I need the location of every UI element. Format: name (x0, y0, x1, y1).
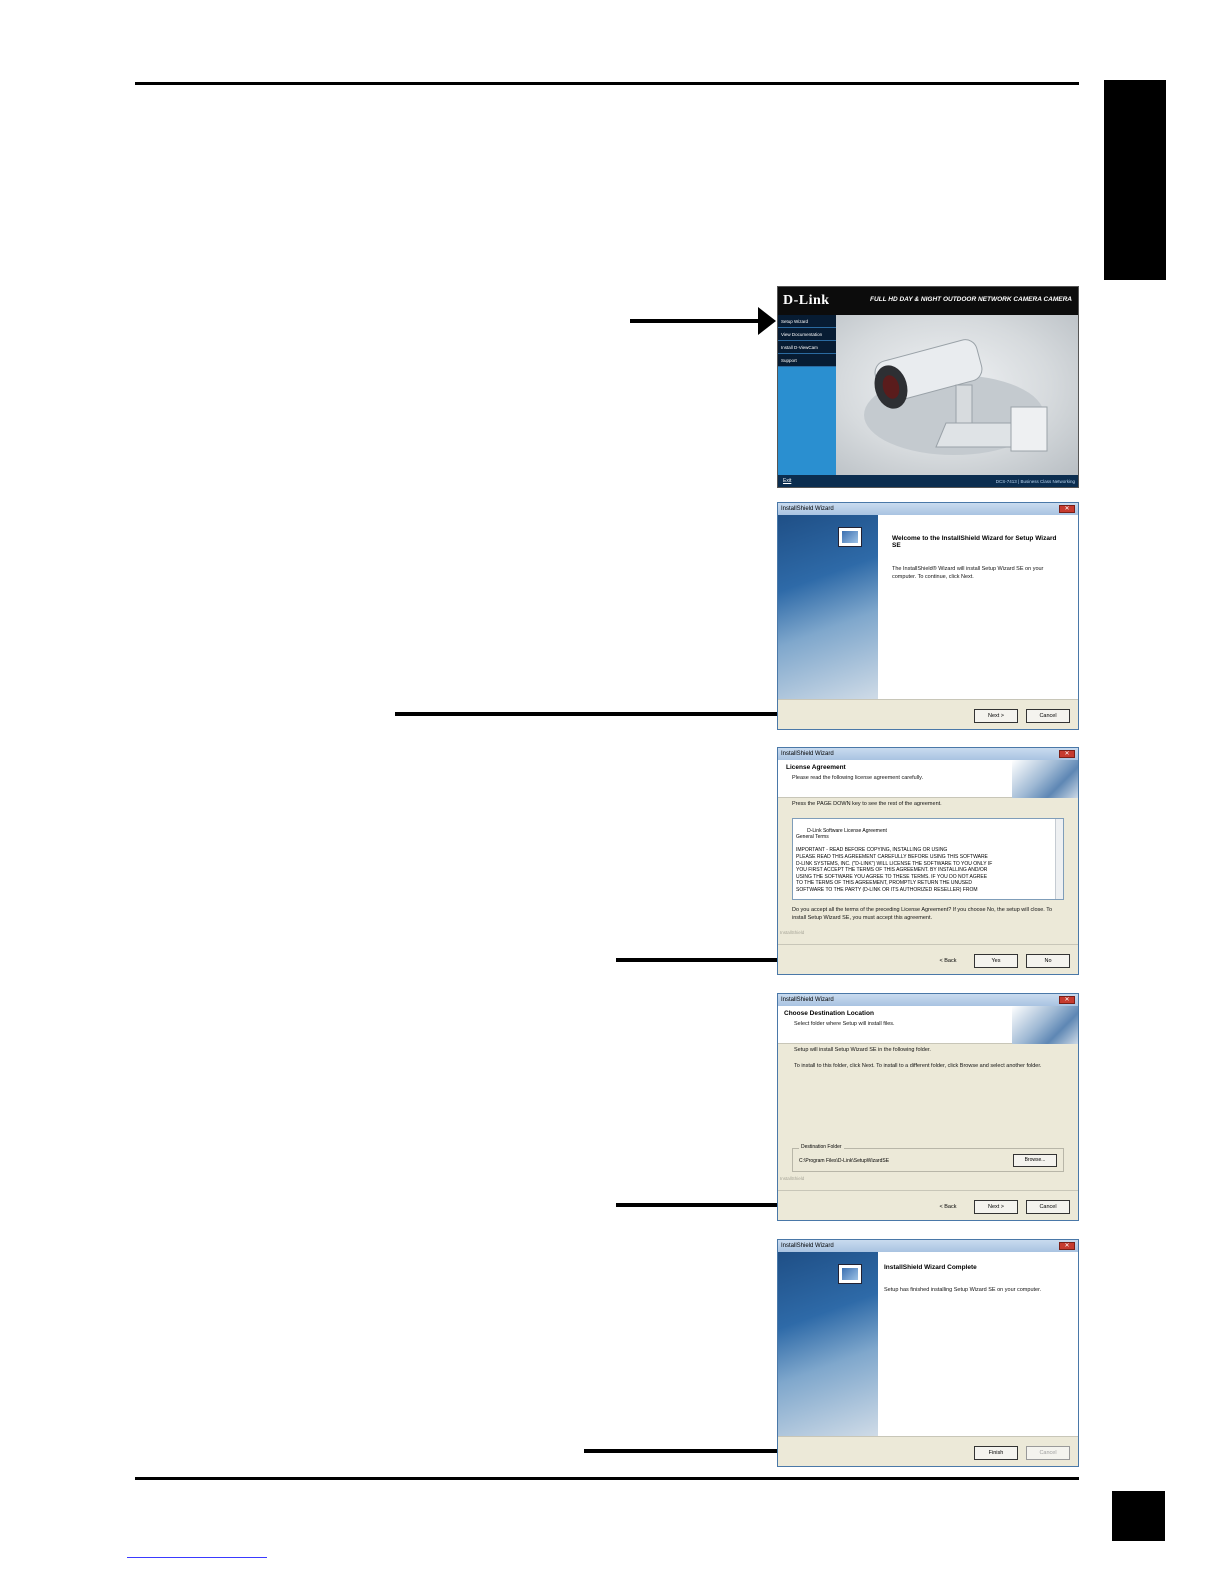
destination-subheading: Select folder where Setup will install files. (794, 1021, 895, 1027)
installshield-brand: InstallShield (780, 930, 805, 935)
destination-line2: To install to this folder, click Next. To install to a different folder, click Browse and select another folder. (794, 1063, 1042, 1069)
welcome-body: The InstallShield® Wizard will install Setup Wizard SE on your computer. To continue, click Next. (892, 566, 1044, 580)
license-textbox[interactable] (792, 818, 1064, 900)
license-scrollbar[interactable] (1055, 819, 1063, 899)
autorun-screen (777, 286, 1079, 488)
dialog-title: InstallShield Wizard (778, 503, 1078, 515)
browse-button[interactable]: Browse... (1013, 1154, 1057, 1167)
license-question: Do you accept all the terms of the preceding License Agreement? If you choose No, the setup will close. To install Setup Wizard SE, you must accept this agreement. (792, 907, 1053, 921)
yes-button[interactable]: Yes (974, 954, 1018, 968)
page-number-box (1112, 1491, 1165, 1541)
autorun-menu (778, 315, 836, 367)
installshield-brand: InstallShield (780, 1176, 805, 1181)
menu-support[interactable]: Support (778, 354, 836, 367)
dialog-title: InstallShield Wizard (778, 994, 1078, 1006)
language-tab (1104, 80, 1166, 280)
close-icon[interactable]: ✕ (1059, 996, 1075, 1004)
dialog-footer (778, 944, 1078, 975)
license-subheading: Please read the following license agreement carefully. (792, 775, 924, 781)
dialog-banner (778, 760, 1078, 798)
welcome-heading: Welcome to the InstallShield Wizard for Setup Wizard SE (892, 535, 1057, 549)
destination-heading: Choose Destination Location (784, 1010, 874, 1017)
close-icon[interactable]: ✕ (1059, 750, 1075, 758)
bottom-rule (135, 1477, 1079, 1480)
license-dialog (777, 747, 1079, 975)
close-icon[interactable]: ✕ (1059, 1242, 1075, 1250)
banner-art (1012, 760, 1078, 798)
dialog-footer (778, 699, 1078, 730)
back-button[interactable]: < Back (939, 958, 957, 964)
cancel-button[interactable]: Cancel (1026, 709, 1070, 723)
finish-button[interactable]: Finish (974, 1446, 1018, 1460)
license-heading: License Agreement (786, 764, 846, 771)
dialog-banner (778, 1006, 1078, 1044)
license-text: D-Link Software License Agreement General Terms IMPORTANT - READ BEFORE COPYING, INSTALLING OR USING PLEASE READ THIS AGREEMENT CAREFULLY BEFORE USING THIS SOFTWARE D-LINK SYSTEMS, INC. ("D-LINK") WILL LICENSE THE SOFTWARE TO YOU ONLY IF YOU FIRST ACCEPT THE TERMS OF THIS AGREEMENT. BY INSTALLING AND/OR USING THE SOFTWARE YOU AGREE TO THESE TERMS. IF YOU DO NOT AGREE TO THE TERMS OF THIS AGREEMENT, PROMPTLY RETURN THE UNUSED SOFTWARE TO THE PARTY (D-LINK OR ITS AUTHORIZED RESELLER) FROM (796, 827, 993, 893)
autorun-footer-text: DCS-7413 | Business Class Networking (995, 479, 1075, 484)
autorun-footer (778, 475, 1079, 488)
dialog-footer (778, 1436, 1078, 1467)
autorun-title: FULL HD DAY & NIGHT OUTDOOR NETWORK CAMERA CAMERA (870, 296, 1072, 303)
installer-icon (838, 1264, 862, 1284)
destination-folder-group (792, 1144, 1064, 1172)
wizard-sidebar-art (778, 515, 878, 699)
dlink-logo: D-Link (783, 293, 830, 308)
exit-link[interactable]: Exit (783, 478, 792, 484)
autorun-header (778, 287, 1079, 315)
close-icon[interactable]: ✕ (1059, 505, 1075, 513)
dialog-title: InstallShield Wizard (778, 1240, 1078, 1252)
menu-setup-wizard[interactable]: Setup Wizard (778, 315, 836, 328)
installer-icon (838, 527, 862, 547)
license-instruction: Press the PAGE DOWN key to see the rest of the agreement. (792, 801, 942, 807)
menu-install-dviewcam[interactable]: Install D-ViewCam (778, 341, 836, 354)
no-button[interactable]: No (1026, 954, 1070, 968)
top-rule (135, 82, 1079, 85)
footer-link-underline (127, 1557, 267, 1558)
banner-art (1012, 1006, 1078, 1044)
destination-path: C:\Program Files\D-Link\SetupWizardSE (799, 1158, 890, 1164)
destination-line1: Setup will install Setup Wizard SE in the following folder. (794, 1047, 931, 1053)
back-button[interactable]: < Back (939, 1204, 957, 1210)
complete-heading: InstallShield Wizard Complete (884, 1264, 977, 1271)
next-button[interactable]: Next > (974, 1200, 1018, 1214)
destination-folder-label: Destination Folder (801, 1144, 842, 1150)
wizard-sidebar-art (778, 1252, 878, 1436)
arrow-setup-wizard (630, 319, 760, 323)
complete-body: Setup has finished installing Setup Wizard SE on your computer. (884, 1287, 1042, 1293)
destination-dialog (777, 993, 1079, 1221)
welcome-dialog (777, 502, 1079, 730)
menu-view-documentation[interactable]: View Documentation (778, 328, 836, 341)
complete-dialog (777, 1239, 1079, 1467)
dialog-title: InstallShield Wizard (778, 748, 1078, 760)
camera-image-panel (836, 315, 1079, 475)
cancel-button[interactable]: Cancel (1026, 1446, 1070, 1460)
camera-illustration (836, 315, 1079, 475)
cancel-button[interactable]: Cancel (1026, 1200, 1070, 1214)
next-button[interactable]: Next > (974, 709, 1018, 723)
dialog-footer (778, 1190, 1078, 1221)
